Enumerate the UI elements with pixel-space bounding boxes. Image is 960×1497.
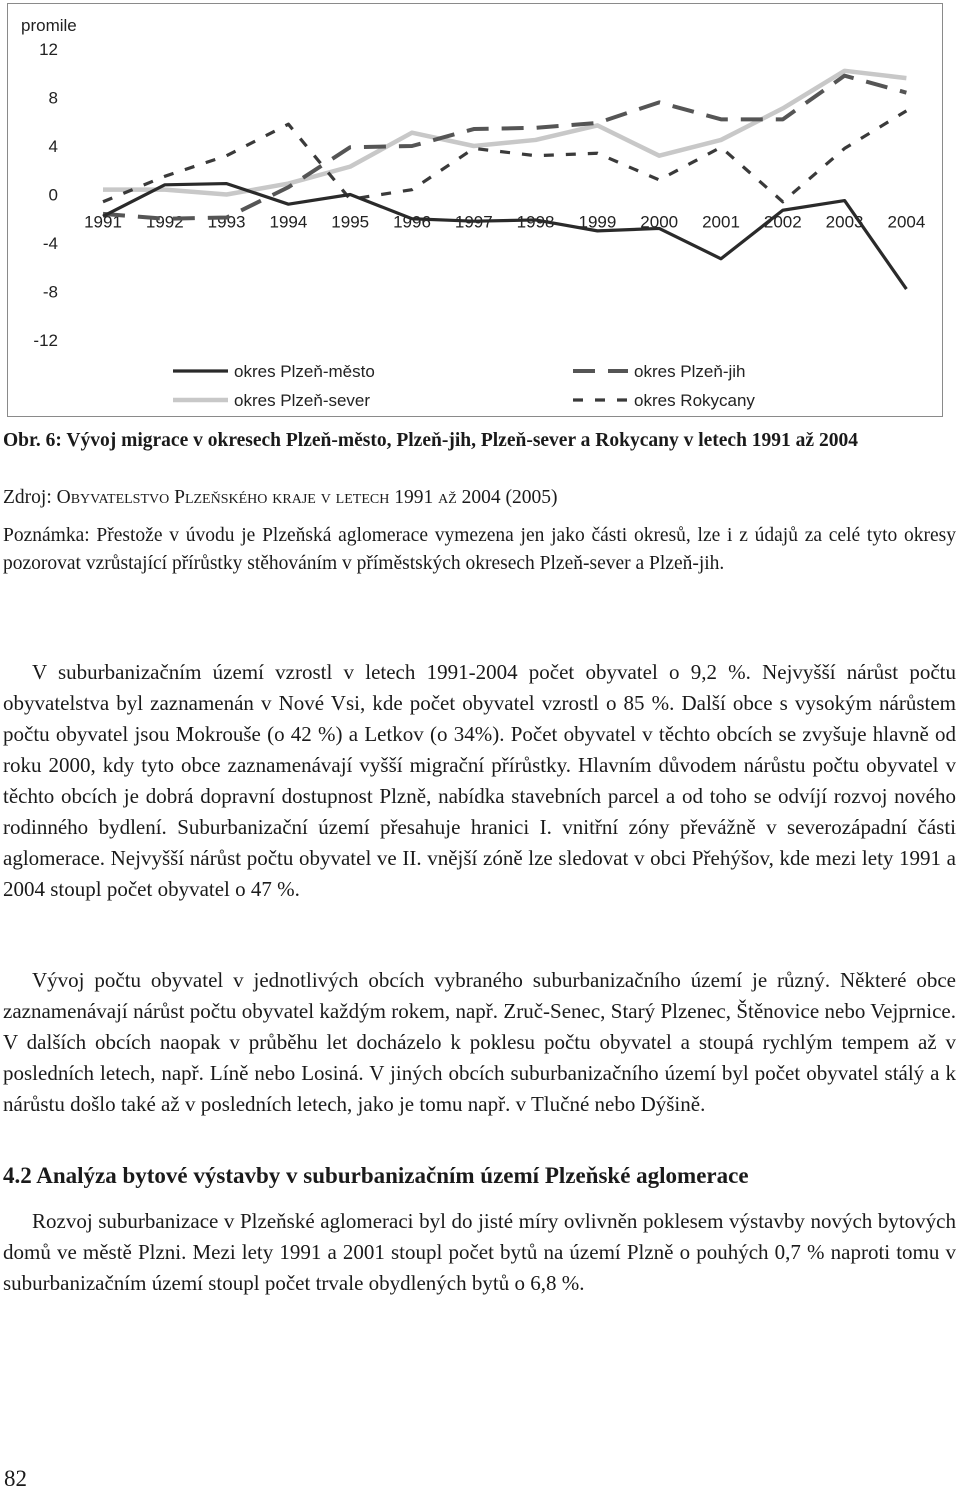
x-tick-label: 2004 (887, 212, 926, 232)
x-tick-label: 2001 (702, 212, 740, 232)
note-text: Přestože v úvodu je Plzeňská aglomerace vymezena jen jako části okresů, lze i z údajů za celé tyto okresy pozorovat vzrůstající přírůstky stěhováním v příměstských okresech Plzeň-sever a Plzeň-jih. (3, 525, 956, 574)
legend-label: okres Plzeň-jih (634, 362, 746, 381)
figure-note (3, 522, 956, 578)
y-tick-label: 4 (48, 137, 58, 156)
section-heading: 4.2 Analýza bytové výstavby v suburbanizačním území Plzeňské aglomerace (3, 1163, 749, 1188)
series-line-3 (103, 111, 906, 202)
x-tick-label: 1996 (393, 212, 431, 232)
x-tick-label: 1995 (331, 212, 370, 232)
source-suffix: (2005) (500, 487, 558, 508)
source-title: Obyvatelstvo Plzeňského kraje v letech 1991 až 2004 (56, 487, 501, 508)
y-tick-label: 0 (48, 185, 58, 205)
series-line-1 (103, 76, 906, 219)
y-tick-labels (33, 40, 58, 350)
x-tick-label: 1999 (578, 212, 617, 232)
paragraph-2: Vývoj počtu obyvatel v jednotlivých obcích vybraného suburbanizačního území je různý. Některé obce zaznamenávají nárůst počtu obyvatel každým rokem, např. Zruč-Senec, Starý Plzenec, Štěnovice nebo Vejprnice. V dalších obcích naopak v průběhu let docházelo k poklesu počtu obyvatel a stoupá rychlým tempem až v posledních letech, např. Líně nebo Losiná. V jiných obcích suburbanizačního území byl počet obyvatel stálý a k nárůstu došlo také až v posledních letech, jako je tomu např. v Tlučné nebo Dýšině. (3, 968, 956, 1116)
note-label: Poznámka: (3, 525, 90, 546)
legend-label: okres Plzeň-sever (234, 391, 371, 410)
series-line-0 (103, 184, 906, 289)
figure-caption (3, 428, 956, 453)
chart-svg (8, 4, 942, 416)
chart-legend (173, 362, 755, 410)
y-tick-label: -4 (42, 234, 58, 253)
x-tick-label: 1997 (454, 212, 493, 232)
figure-caption-label: Obr. 6: Vývoj migrace v okresech Plzeň-město, Plzeň-jih, Plzeň-sever a Rokycany v letech 1991 až 2004 (3, 430, 858, 451)
series-line-2 (103, 71, 906, 195)
section-paragraph: Rozvoj suburbanizace v Plzeňské aglomeraci byl do jisté míry ovlivněn poklesem výstavby nových bytových domů ve městě Plzni. Mezi lety 1991 a 2001 stoupl počet bytů na území Plzně o pouhých 0,7 % naproti tomu v suburbanizačním území stoupl počet trvale obydlených bytů o 6,8 %. (3, 1209, 956, 1295)
y-axis-title: promile (21, 16, 77, 35)
page-number: 82 (4, 1466, 27, 1491)
x-tick-label: 1992 (145, 212, 184, 232)
x-tick-label: 2002 (763, 212, 802, 232)
y-tick-label: -12 (33, 331, 58, 350)
series-lines (103, 71, 906, 289)
x-tick-label: 1993 (207, 212, 246, 232)
x-tick-label: 1994 (269, 212, 308, 232)
figure-source (3, 485, 956, 510)
x-tick-label: 1991 (84, 212, 122, 232)
migration-chart (7, 3, 943, 417)
x-tick-label: 1998 (516, 212, 555, 232)
legend-label: okres Rokycany (634, 391, 755, 410)
y-tick-label: -8 (42, 282, 58, 302)
y-tick-label: 12 (39, 40, 58, 59)
source-prefix: Zdroj: (3, 487, 57, 508)
x-tick-label: 2000 (640, 212, 679, 232)
legend-label: okres Plzeň-město (234, 362, 375, 381)
x-tick-label: 2003 (825, 212, 864, 232)
paragraph-1: V suburbanizačním území vzrostl v letech 1991-2004 počet obyvatel o 9,2 %. Nejvyšší nárůst počtu obyvatelstva byl zaznamenán v Nové Vsi, kde počet obyvatel vzrostl o 85 %. Další obce s vysokým nárůstem počtu obyvatel jsou Mokrouše (o 42 %) a Letkov (o 34%). Počet obyvatel v těchto obcích se zvyšuje hlavně od roku 2000, kdy tyto obce zaznamenávají vyšší migrační přírůstky. Hlavním důvodem nárůstu počtu obyvatel v těchto obcích je dobrá dopravní dostupnost Plzně, nabídka stavebních parcel a od toho se odvíjí rozvoj nového rodinného bydlení. Suburbanizační území přesahuje hranici I. vnitřní zóny převážně v severozápadní části aglomerace. Nejvyšší nárůst počtu obyvatel ve II. vnější zóně lze sledovat v obci Přehýšov, kde mezi lety 1991 a 2004 stoupl počet obyvatel o 47 %. (3, 660, 956, 901)
y-tick-label: 8 (48, 88, 58, 108)
